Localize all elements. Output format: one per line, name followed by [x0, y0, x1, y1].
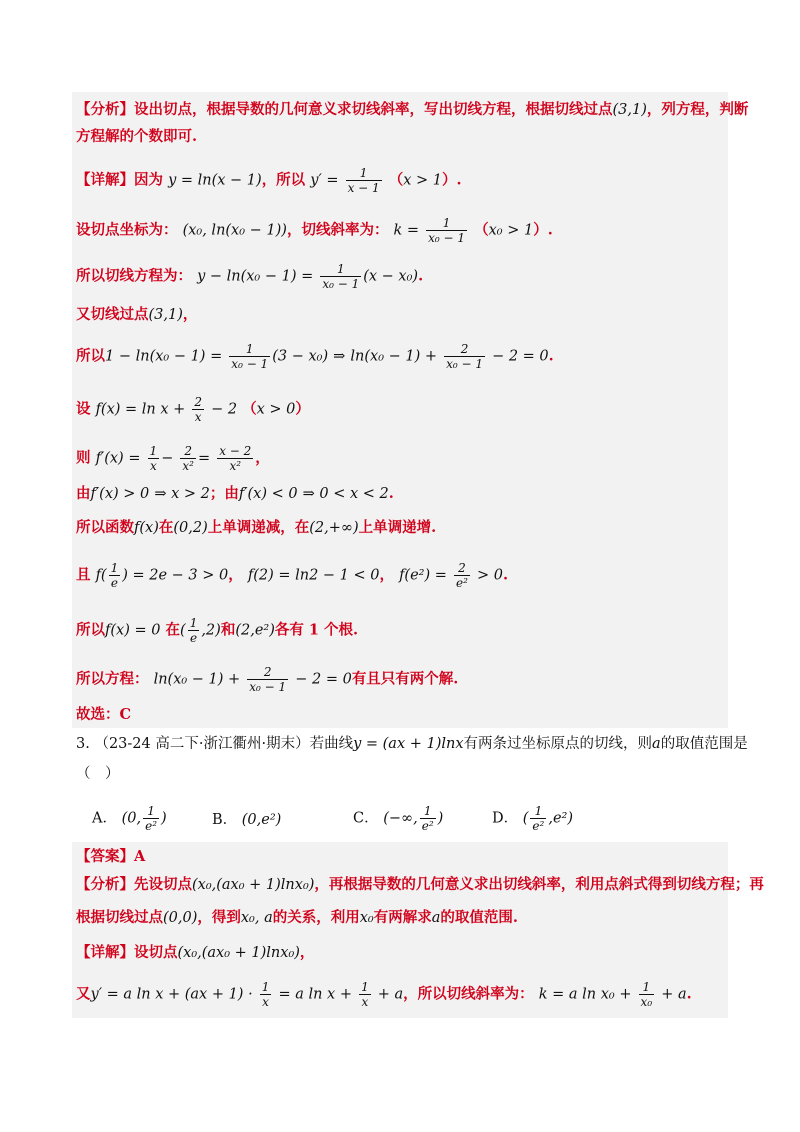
implies-arrow: ⇒ — [333, 348, 346, 365]
denominator: x — [149, 459, 157, 473]
point-3-1: (3,1) — [612, 102, 647, 118]
tangent-point: (x₀, ln(x₀ − 1)) — [182, 222, 287, 239]
frac-eq12 — [247, 665, 288, 694]
label-in: 在 — [165, 621, 181, 639]
fprime-gt-0: f′(x) > 0 — [90, 486, 150, 502]
option-d-label: D． — [492, 810, 519, 827]
label-and-2: 和 — [220, 621, 236, 639]
label-increasing: 上单调递增. — [358, 519, 437, 536]
eq5-rhs: (3 − x₀) — [272, 348, 329, 365]
option-a-frac — [143, 804, 159, 833]
denominator: x₀ — [640, 995, 653, 1009]
var-a: a — [652, 736, 661, 752]
origin-point: (0,0) — [163, 910, 198, 926]
option-a-post: ) — [161, 810, 167, 827]
label-slope: ，切线斜率为： — [286, 221, 389, 239]
numerator: 1 — [420, 804, 436, 819]
frac-2-over-e2 — [454, 561, 470, 590]
tangent-point-2: (x₀,(ax₀ + 1)lnx₀) — [192, 877, 315, 893]
analysis-line-2 — [76, 127, 197, 147]
cond-x-gt-0: x > 0 — [256, 401, 296, 418]
option-d-frac — [530, 804, 546, 833]
iv-close: ,2) — [201, 622, 221, 639]
frac-1-over-x-c — [260, 980, 272, 1009]
tangent-eq-lhs: y − ln(x₀ − 1) = — [197, 268, 314, 285]
frac-eq5 — [229, 342, 270, 371]
answer-blank: （ ） — [76, 766, 120, 782]
denominator: x₀ − 1 — [249, 680, 287, 694]
detail-line-13 — [76, 705, 131, 725]
numerator: 2 — [247, 665, 288, 680]
eq5-result-lhs: ln(x₀ − 1) + — [350, 348, 438, 365]
analysis2-text-5: 的关系，利用 — [272, 909, 360, 926]
numerator: 1 — [426, 216, 467, 231]
label-and: 且 — [76, 566, 91, 584]
yprime-expr: y′ = a ln x + (ax + 1) · — [90, 986, 253, 1003]
denominator: x₀ − 1 — [428, 231, 466, 245]
eq5-lhs: 1 − ln(x₀ − 1) = — [105, 348, 223, 365]
fx: f(x) — [134, 520, 159, 536]
option-b-text: (0,e²) — [241, 812, 282, 828]
analysis2-text-6: 有两解求 — [373, 909, 432, 926]
option-a-label: A． — [92, 810, 117, 827]
option-a-pre: (0, — [121, 810, 142, 827]
point-3-1-b: (3,1) — [148, 307, 183, 323]
detail2-text: 设切点 — [134, 944, 178, 961]
interval-2-inf: (2,+∞) — [309, 520, 359, 536]
answer-line — [76, 847, 145, 867]
detail-line-10: 且 f( $\frac{1}{e}$ ) = 2e − 3 > 0， f(2) = ln2 − 1 < 0， f(e²) = $\frac{2}{\text{e²}}$ > 0. — [76, 561, 508, 590]
numerator: 1 — [149, 444, 158, 458]
f-of-1-over-e-open: f( — [95, 567, 107, 584]
analysis-line-1 — [76, 100, 748, 120]
vars-x0-a: x₀, a — [240, 910, 273, 926]
analysis2-text: 先设切点 — [134, 876, 192, 893]
eq12-lhs: ln(x₀ − 1) + — [153, 671, 241, 688]
f-of-e2-tail: > 0 — [476, 567, 503, 584]
detail-line-12 — [76, 665, 458, 694]
option-c-pre: (−∞, — [383, 810, 418, 827]
detail-line-2: 设切点坐标为： (x₀, ln(x₀ − 1))，切线斜率为： k = $\frac{1}{\text{x₀ − 1}}$ （x₀ > 1）. — [76, 216, 553, 245]
detail-line-1: 【详解】因为 y = ln(x − 1)，所以 y′ = $\frac{1}{x - 1}$ （x > 1）. — [76, 166, 462, 195]
fx-def: f(x) = ln x + — [95, 401, 186, 418]
var-x0: x₀ — [359, 910, 374, 926]
frac-eq5-b — [444, 342, 485, 371]
k-tail: + a — [661, 986, 687, 1003]
x-between: ⇒ 0 < x < 2 — [302, 486, 389, 502]
label-then: 则 — [76, 449, 91, 467]
eq5-result-rhs: − 2 = 0 — [492, 348, 549, 365]
denominator: x₀ − 1 — [322, 277, 360, 291]
label-decreasing: 上单调递减，在 — [207, 519, 310, 536]
analysis-tag-2: 【分析】 — [76, 876, 134, 893]
final-choice: 故选：C — [76, 706, 132, 723]
detail-line-3: 所以切线方程为： y − ln(x₀ − 1) = $\frac{1}{\text{x₀ − 1}}$ (x − x₀). — [76, 262, 424, 291]
option-b[interactable] — [212, 810, 281, 830]
numerator: x − 2 — [219, 444, 252, 458]
denominator: e — [189, 631, 198, 645]
f-of-2: f(2) = ln2 − 1 < 0 — [247, 567, 380, 584]
option-d[interactable] — [492, 804, 573, 833]
analysis2-text-7: 的取值范围. — [440, 909, 518, 926]
numerator: 2 — [180, 444, 196, 459]
fprime-def: f′(x) = — [95, 450, 141, 467]
answer-analysis-line-1 — [76, 875, 764, 895]
option-c[interactable] — [353, 804, 443, 833]
cond-x0-gt-1: x₀ > 1 — [488, 222, 534, 239]
frac-2-over-x — [192, 395, 204, 424]
label-one-root-each: 各有 1 个根. — [274, 621, 359, 639]
option-c-label: C． — [353, 810, 379, 827]
numerator: 1 — [530, 804, 546, 819]
frac-2-over-x2 — [180, 444, 196, 473]
analysis2-text-3: 根据切线过点 — [76, 909, 163, 926]
label-so: 所以 — [76, 347, 105, 365]
denominator: x₀ − 1 — [446, 357, 483, 371]
analysis2-text-2: ，再根据导数的几何意义求出切线斜率，利用点斜式得到切线方程；再 — [314, 876, 764, 893]
eq-y-ln: y = ln(x − 1) — [168, 172, 262, 189]
label-let: 设 — [76, 400, 91, 418]
numerator: 1 — [189, 616, 198, 630]
label-on: 在 — [158, 519, 174, 536]
frac-1-over-e — [109, 561, 121, 590]
label-also: 又 — [76, 985, 91, 1003]
denominator: e² — [455, 576, 468, 590]
denominator: e² — [421, 819, 434, 833]
frac-1-over-x0 — [639, 980, 655, 1009]
f-of-1-over-e-value: ) = 2e − 3 > 0 — [122, 567, 229, 584]
analysis-text: 设出切点，根据导数的几何意义求切线斜率，写出切线方程，根据切线过点 — [134, 101, 613, 118]
numerator: 2 — [454, 561, 470, 576]
label-by-2: ；由 — [209, 485, 239, 502]
interval-0-2: (0,2) — [173, 520, 208, 536]
numerator: 2 — [444, 342, 485, 357]
label-tangent-point: 设切点坐标为： — [76, 221, 178, 239]
frac-1-over-x-1 — [346, 166, 382, 195]
option-b-label: B． — [212, 812, 238, 828]
frac-1-over-x — [148, 444, 160, 473]
eq12-rhs: − 2 = 0 — [295, 671, 352, 688]
label-by: 由 — [76, 485, 91, 502]
answer-value: A — [134, 848, 146, 865]
denominator: x² — [182, 459, 194, 473]
option-c-frac — [420, 804, 436, 833]
question-number: 3. — [76, 736, 90, 752]
question-source: （23-24 高二下·浙江衢州·期末）若曲线 — [94, 736, 354, 752]
cond-x-gt-1: x > 1 — [403, 172, 442, 189]
denominator: x² — [229, 459, 242, 473]
analysis2-text-4: ，得到 — [197, 909, 241, 926]
option-a[interactable] — [92, 804, 167, 833]
option-d-pre: ( — [522, 810, 529, 827]
label-slope-2: ，所以切线斜率为： — [403, 985, 534, 1003]
interval-2-e2: (2,e²) — [235, 622, 275, 639]
tangent-eq-rhs: (x − x₀) — [363, 268, 419, 285]
k-expr: k = a ln x₀ + — [538, 986, 632, 1003]
label-so-equation: 所以方程： — [76, 670, 149, 688]
detail-tag-2: 【详解】 — [76, 944, 134, 961]
option-c-post: ) — [437, 810, 444, 827]
detail-line-6: 设 f(x) = ln x + $\frac{2}{x}$ − 2 （x > 0） — [76, 395, 310, 424]
answer-tag: 【答案】 — [76, 848, 134, 865]
answer-analysis-line-2 — [76, 908, 518, 928]
denominator: e — [110, 576, 118, 590]
eq-k: k = — [393, 222, 420, 239]
frac-slope — [426, 216, 467, 245]
yprime-simplified: = a ln x + — [278, 986, 352, 1003]
numerator: 1 — [261, 980, 270, 994]
fx-eq-0: f(x) = 0 — [105, 622, 161, 639]
eq-derivative: y′ = — [310, 172, 339, 189]
label-function: 所以函数 — [76, 519, 134, 536]
answer-detail-line-2: 又y′ = a ln x + (ax + 1) · $\frac{1}{x}$ = a ln x + $\frac{1}{x}$ + a，所以切线斜率为： k = a ln x₀ + $\frac{1}{\text{x₀}}$ + a. — [76, 980, 692, 1009]
label-so-2: 所以 — [76, 621, 105, 639]
analysis-tag: 【分析】 — [76, 101, 134, 118]
fx-def-tail: − 2 — [211, 401, 238, 418]
yprime-tail: + a — [377, 986, 404, 1003]
detail-tag: 【详解】 — [76, 171, 134, 189]
detail-line-4: 又切线过点(3,1)， — [76, 306, 198, 323]
label-tangent-eq: 所以切线方程为： — [76, 267, 192, 285]
detail-line-5: 所以1 − ln(x₀ − 1) = $\frac{1}{\text{x₀ − 1}}$ (3 − x₀) ⇒ ln(x₀ − 1) + $\frac{2}{\text{x₀ − 1}}$ − 2 = 0. — [76, 342, 554, 371]
denominator: x — [361, 995, 369, 1009]
analysis-cont: 方程解的个数即可. — [76, 128, 198, 145]
detail-text-2: ，所以 — [261, 171, 306, 189]
denominator: e² — [532, 819, 545, 833]
denominator: x − 1 — [347, 181, 380, 195]
curve-eq: y = (ax + 1)lnx — [353, 736, 464, 752]
frac-tangent — [320, 262, 361, 291]
fprime-lt-0: f′(x) < 0 — [238, 486, 298, 502]
detail-line-8: 由f′(x) > 0 ⇒ x > 2；由f′(x) < 0 ⇒ 0 < x < 2. — [76, 485, 394, 502]
answer-detail-line-1: 【详解】设切点(x₀,(ax₀ + 1)lnx₀)， — [76, 944, 315, 961]
iv-open: ( — [180, 622, 186, 639]
numerator: 2 — [194, 395, 203, 409]
label-two-solutions: 有且只有两个解. — [351, 670, 459, 688]
denominator: x — [262, 995, 269, 1009]
denominator: e² — [145, 819, 158, 833]
numerator: 1 — [229, 342, 270, 357]
question-text: 有两条过坐标原点的切线，则 — [463, 736, 653, 752]
denominator: x — [194, 410, 202, 424]
frac-1-over-e-b — [188, 616, 200, 645]
numerator: 1 — [639, 980, 655, 995]
numerator: 1 — [346, 166, 382, 181]
question-3-line-2 — [76, 764, 120, 784]
detail-line-11 — [76, 616, 358, 645]
frac-x-2-over-x2 — [217, 444, 253, 473]
label-passes-point: 又切线过点 — [76, 306, 149, 323]
x-gt-2: ⇒ x > 2 — [154, 486, 210, 502]
detail-text: 因为 — [134, 171, 163, 189]
var-a-2: a — [431, 910, 441, 926]
option-d-post: ,e²) — [548, 810, 574, 827]
numerator: 1 — [110, 561, 119, 575]
tangent-point-3: (x₀,(ax₀ + 1)lnx₀) — [177, 945, 300, 961]
question-3-line-1 — [76, 734, 748, 754]
question-text-2: 的取值范围是 — [660, 736, 748, 752]
numerator: 1 — [361, 980, 369, 994]
analysis-text-2: ，列方程，判断 — [646, 101, 749, 118]
numerator: 1 — [320, 262, 361, 277]
frac-1-over-x-d — [359, 980, 371, 1009]
denominator: x₀ − 1 — [231, 357, 269, 371]
detail-line-7: 则 f′(x) = $\frac{1}{x}$ − $\frac{2}{\text{x²}}$ = $\frac{x - 2}{\text{x²}}$ ， — [76, 444, 270, 473]
detail-line-9 — [76, 518, 436, 538]
numerator: 1 — [143, 804, 159, 819]
f-of-e2: f(e²) = — [399, 567, 447, 584]
